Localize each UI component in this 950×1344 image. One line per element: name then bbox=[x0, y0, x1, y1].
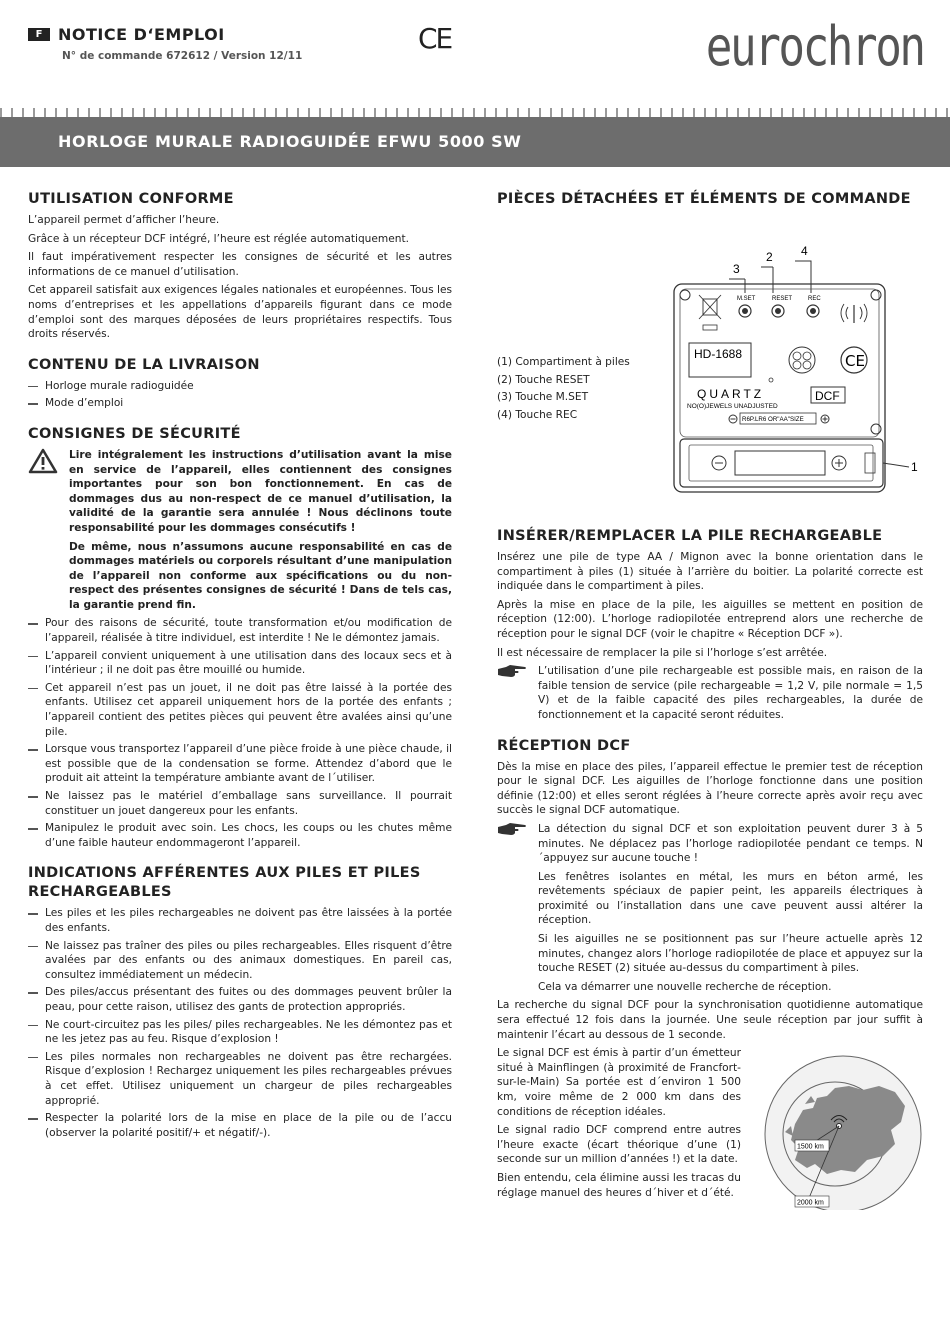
list-item: Ne laissez pas le matériel d’emballage sans surveillance. Il pourrait constituer un jouet dangereux pour les enfants. bbox=[28, 789, 452, 818]
section-title-battery-insert: INSÉRER/REMPLACER LA PILE RECHARGEABLE bbox=[497, 528, 883, 544]
warning-text: De même, nous n’assumons aucune responsabilité en cas de dommages matériels ou corporels résultant d’une manipulation de l’appareil non conforme aux spécifications ou du non-respect des présentes consignes de sécurité ! Dans de tels cas, la garantie prend fin. bbox=[69, 540, 452, 611]
dcf-range-section bbox=[497, 1046, 923, 1207]
dcf-range-map bbox=[755, 1052, 925, 1210]
note-text: Cela va démarrer une nouvelle recherche de réception. bbox=[538, 980, 832, 993]
paragraph: Dès la mise en place des piles, l’appareil effectue le premier test de réception pour le signal DCF. Les aiguilles de l’horloge fonctionne dans une position définie (12:00) et elles seront réglées à l’heure correcte après avoir reçu avec succès le signal DCF automatique. bbox=[497, 760, 923, 817]
paragraph: Bien entendu, cela élimine aussi les tracas du réglage manuel des heures d´hiver et d´été. bbox=[497, 1171, 741, 1199]
warning-block bbox=[28, 448, 452, 613]
callout-3: 3 bbox=[733, 262, 740, 276]
list-item: Ne court-circuitez pas les piles/ piles rechargeables. Ne les démontez pas et ne les jetez pas au feu. Risque d’explosion ! bbox=[28, 1018, 452, 1047]
paragraph: Il faut impérativement respecter les consignes de sécurité et les autres informations de ce manuel d’utilisation. bbox=[28, 251, 452, 278]
list-item: Pour des raisons de sécurité, toute transformation et/ou modification de l’appareil, réalisée à titre individuel, est interdite ! Ne le démontez jamais. bbox=[28, 616, 452, 645]
paragraph: Il est nécessaire de remplacer la pile si l’horloge s’est arrêtée. bbox=[497, 646, 828, 659]
list-item: Les piles et les piles rechargeables ne doivent pas être laissées à la portée des enfants. bbox=[28, 906, 452, 935]
part-item: (4) Touche REC bbox=[497, 408, 578, 421]
right-column bbox=[497, 190, 923, 1207]
list-item: Cet appareil n’est pas un jouet, il ne doit pas être laissé à la portée des enfants. Utilisez cet appareil uniquement hors de la portée des enfants ; l’appareil contient des petites pièces qui peuvent être avalées ainsi qu’une pile. bbox=[28, 681, 452, 739]
callout-1: 1 bbox=[911, 460, 918, 474]
paragraph: La recherche du signal DCF pour la synchronisation quotidienne automatique sera effectué 12 fois dans la journée. Une seule réception par jour suffit à maintenir l’écart au dessous de 1 seconde. bbox=[497, 999, 923, 1041]
list-item: Ne laissez pas traîner des piles ou piles rechargeables. Elles risquent d’être avalées par des enfants ou des animaux domestiques. En pareil cas, consultez immédiatement un médecin. bbox=[28, 939, 452, 983]
section-title-dcf: RÉCEPTION DCF bbox=[497, 737, 631, 754]
brand-logo: eurochron bbox=[706, 15, 924, 78]
paragraph: Le signal DCF est émis à partir d’un émetteur situé à Mainflingen (à proximité de Francfort-sur-le-Main) Sa portée est d´environ 1 500 km, voire même de 2 000 km dans des conditions de réception idéales. bbox=[497, 1047, 741, 1118]
range-label-2000: 2000 km bbox=[797, 1199, 824, 1207]
warning-triangle-icon bbox=[28, 448, 58, 474]
mset-label: M.SET bbox=[737, 296, 756, 302]
list-item: Mode d’emploi bbox=[28, 396, 452, 411]
rec-label: REC bbox=[808, 296, 821, 302]
list-item: L’appareil convient uniquement à une utilisation dans des locaux secs et à l’intérieur ; il ne doit pas être mouillé ou humide. bbox=[28, 649, 452, 678]
part-item: (3) Touche M.SET bbox=[497, 391, 589, 404]
list-item: Des piles/accus présentant des fuites ou des dommages peuvent brûler la peau, pour cette raison, utilisez des gants de protection appropriés. bbox=[28, 985, 452, 1014]
language-badge: F bbox=[28, 28, 50, 41]
pointing-hand-icon bbox=[497, 822, 527, 836]
section-title-safety: CONSIGNES DE SÉCURITÉ bbox=[28, 425, 241, 442]
model-label: HD-1688 bbox=[694, 347, 743, 361]
part-item: (2) Touche RESET bbox=[497, 373, 590, 386]
parts-list bbox=[497, 355, 630, 425]
warning-text: Lire intégralement les instructions d’utilisation avant la mise en service de l’appareil, elles contiennent des consignes importantes pour son bon fonctionnement. En cas de dommages dus au non-respect de ce manuel d’utilisation, la validité de la garantie sera annulée ! Nous déclinons toute responsabilité pour les dommages consécutifs ! bbox=[69, 448, 452, 534]
section-title-usage: UTILISATION CONFORME bbox=[28, 191, 234, 207]
paragraph: L’appareil permet d’afficher l’heure. bbox=[28, 214, 220, 226]
left-column bbox=[28, 190, 452, 1144]
parts-section bbox=[497, 213, 923, 513]
callout-4: 4 bbox=[801, 244, 808, 258]
title-banner bbox=[0, 117, 950, 167]
note-block bbox=[497, 664, 923, 722]
paragraph: Après la mise en place de la pile, les aiguilles se mettent en position de réception (12:00). L’horloge radiopilotée entreprend alors une recherche de réception pour le signal DCF (voir le chapitre « Réception DCF »). bbox=[497, 598, 923, 640]
ce-circle-label: CE bbox=[845, 352, 865, 370]
battery-type-label: R6P.LR6 OR"AA"SIZE bbox=[742, 416, 804, 423]
reset-label: RESET bbox=[772, 296, 793, 302]
paragraph: Le signal radio DCF comprend entre autres l’heure exacte (écart théorique d’une (1) seconde sur un million d’années !) et la date. bbox=[497, 1124, 741, 1166]
order-number: N° de commande 672612 / Version 12/11 bbox=[62, 50, 303, 62]
batteries-list bbox=[28, 906, 452, 1140]
list-item: Lorsque vous transportez l’appareil d’une pièce froide à une pièce chaude, il est possible que de la condensation se forme. Attendez d’abord que le produit ait atteint la température ambiante avant de l´utiliser. bbox=[28, 742, 452, 786]
pointing-hand-icon bbox=[497, 664, 527, 678]
section-title-batteries: INDICATIONS AFFÉRENTES AUX PILES ET PILES RECHARGEABLES bbox=[28, 865, 421, 901]
header bbox=[28, 24, 302, 62]
callout-2: 2 bbox=[766, 250, 773, 264]
battery-compartment bbox=[680, 439, 883, 487]
note-text: La détection du signal DCF et son exploitation peuvent durer 3 à 5 minutes. Ne déplacez pas l’horloge radiopilotée pendant ce temps. N´appuyez sur aucune touche ! bbox=[538, 822, 923, 865]
dcf-label: DCF bbox=[815, 389, 840, 403]
paragraph: Cet appareil satisfait aux exigences légales nationales et européennes. Tous les noms d’entreprises et les appellations d’appareils figurant dans ce mode d’emploi sont des marques déposées de leurs propriétaires respectifs. Tous droits réservés. bbox=[28, 284, 452, 341]
document-title: NOTICE D‘EMPLOI bbox=[58, 25, 225, 44]
section-title-contents: CONTENU DE LA LIVRAISON bbox=[28, 356, 260, 373]
safety-list bbox=[28, 616, 452, 850]
ce-mark-icon: CE bbox=[418, 22, 452, 55]
list-item: Les piles normales non rechargeables ne doivent pas être rechargées. Risque d’explosion ! Rechargez uniquement les piles rechargeables prévues à cet effet. Utilisez uniquement un chargeur de piles rechargeables approprié. bbox=[28, 1050, 452, 1108]
product-title: HORLOGE MURALE RADIOGUIDÉE EFWU 5000 SW bbox=[58, 132, 522, 151]
note-block bbox=[497, 822, 923, 995]
list-item: Respecter la polarité lors de la mise en place de la pile ou de l’accu (observer la polarité positif/+ et négatif/-). bbox=[28, 1111, 452, 1140]
paragraph: Grâce à un récepteur DCF intégré, l’heure est réglée automatiquement. bbox=[28, 232, 409, 245]
note-text: Les fenêtres isolantes en métal, les murs en béton armé, les revêtements spéciaux de papier peint, les appareils électriques à proximité ou l’installation dans une cave peuvent aussi altérer la réception. bbox=[538, 870, 923, 927]
device-back-diagram bbox=[665, 227, 927, 495]
paragraph: Insérez une pile de type AA / Mignon avec la bonne orientation dans le compartiment à piles (1) située à l’arrière du boitier. La polarité correcte est indiquée dans le compartiment à piles. bbox=[497, 551, 923, 593]
note-text: Si les aiguilles ne se positionnent pas sur l’heure actuelle après 12 minutes, changez alors l’horloge radiopilotée de place et appuyez sur la touche RESET (2) située au-dessus du compartiment à piles. bbox=[538, 933, 923, 975]
range-label-1500: 1500 km bbox=[797, 1143, 824, 1151]
list-item: Horloge murale radioguidée bbox=[28, 379, 452, 394]
list-item: Manipulez le produit avec soin. Les chocs, les coups ou les chutes même d’une faible hauteur endommageront l’appareil. bbox=[28, 821, 452, 850]
jewels-label: NO(O)JEWELS UNADJUSTED bbox=[687, 403, 778, 410]
section-title-parts: PIÈCES DÉTACHÉES ET ÉLÉMENTS DE COMMANDE bbox=[497, 191, 911, 207]
dcf-range-text bbox=[497, 1046, 741, 1200]
contents-list bbox=[28, 379, 452, 411]
note-text: L’utilisation d’une pile rechargeable est possible mais, en raison de la faible tension de service (pile rechargeable = 1,2 V, pile normale = 1,5 V) et de la faible capacité des piles rechargeables, la durée de fonctionnement et la capacité seront réduites. bbox=[538, 665, 923, 721]
part-item: (1) Compartiment à piles bbox=[497, 356, 630, 368]
quartz-label: QUARTZ bbox=[697, 387, 765, 401]
